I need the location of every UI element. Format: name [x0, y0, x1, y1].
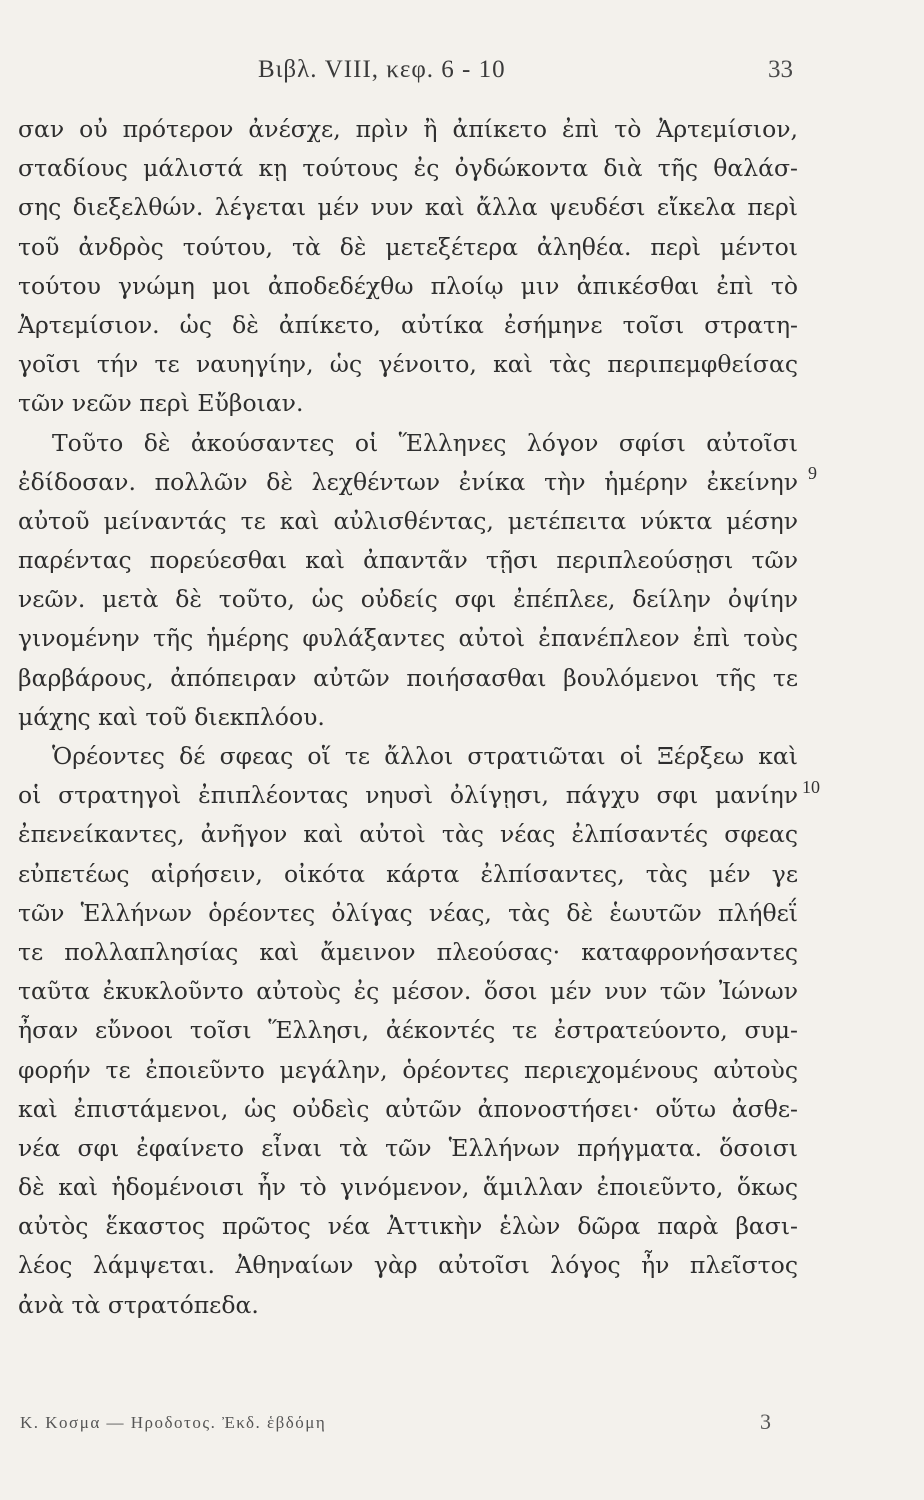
text-line: γινομένην τῆς ἡμέρης φυλάξαντες αὐτοὶ ἐπανέπλεον ἐπὶ τοὺς: [18, 624, 798, 653]
text-line: δὲ καὶ ἡδομένοισι ἦν τὸ γινόμενον, ἅμιλλαν ἐποιεῦντο, ὅκως: [18, 1173, 798, 1202]
text-line: ταῦτα ἐκυκλοῦντο αὐτοὺς ἐς μέσον. ὅσοι μέν νυν τῶν Ἰώνων: [18, 977, 798, 1006]
text-line: Τοῦτο δὲ ἀκούσαντες οἱ Ἕλληνες λόγον σφίσι αὐτοῖσι: [52, 428, 798, 457]
text-line: λέος λάμψεται. Ἀθηναίων γὰρ αὐτοῖσι λόγος ἦν πλεῖστος: [18, 1251, 798, 1280]
text-line: οἱ στρατηγοὶ ἐπιπλέοντας νηυσὶ ὀλίγῃσι, πάγχυ σφι μανίην: [18, 781, 798, 810]
printer-signature: Κ. Κοσμα — Ηροδοτος. Ἐκδ. ἑβδόμη: [20, 1413, 327, 1432]
text-line: φορήν τε ἐποιεῦντο μεγάλην, ὁρέοντες περιεχομένους αὐτοὺς: [18, 1055, 798, 1084]
text-line: νέα σφι ἐφαίνετο εἶναι τὰ τῶν Ἑλλήνων πρήγματα. ὅσοισι: [18, 1133, 798, 1162]
page-footer: [0, 1409, 924, 1443]
running-head: [0, 56, 924, 96]
text-line: σταδίους μάλιστά κῃ τούτους ἐς ὀγδώκοντα διὰ τῆς θαλάσ-: [18, 154, 798, 183]
text-line: τούτου γνώμη μοι ἀποδεδέχθω πλοίῳ μιν ἀπικέσθαι ἐπὶ τὸ: [18, 271, 798, 300]
text-line: μάχης καὶ τοῦ διεκπλόου.: [18, 702, 325, 731]
text-line: τοῦ ἀνδρὸς τούτου, τὰ δὲ μετεξέτερα ἀληθέα. περὶ μέντοι: [18, 232, 798, 261]
text-line: νεῶν. μετὰ δὲ τοῦτο, ὡς οὐδείς σφι ἐπέπλεε, δείλην ὀψίην: [18, 585, 798, 614]
text-line: ἐδίδοσαν. πολλῶν δὲ λεχθέντων ἐνίκα τὴν ἡμέρην ἐκείνην: [18, 467, 798, 496]
text-line: τῶν νεῶν περὶ Εὔβοιαν.: [18, 389, 304, 418]
chapter-number-10: 10: [802, 777, 820, 797]
chapter-number-9: 9: [808, 463, 817, 483]
text-line: σης διεξελθών. λέγεται μέν νυν καὶ ἄλλα ψευδέσι εἴκελα περὶ: [18, 193, 798, 222]
running-title: Βιβλ. VIII, κεφ. 6 - 10: [258, 56, 506, 83]
text-line: τῶν Ἑλλήνων ὁρέοντες ὀλίγας νέας, τὰς δὲ ἑωυτῶν πλήθεΐ: [18, 898, 798, 927]
text-line: αὐτοῦ μείναντάς τε καὶ αὐλισθέντας, μετέπειτα νύκτα μέσην: [18, 506, 798, 535]
text-line: παρέντας πορεύεσθαι καὶ ἀπαντᾶν τῇσι περιπλεούσῃσι τῶν: [18, 546, 798, 575]
text-line: αὐτὸς ἕκαστος πρῶτος νέα Ἀττικὴν ἑλὼν δῶρα παρὰ βασι-: [18, 1212, 798, 1241]
text-line: εὐπετέως αἱρήσειν, οἰκότα κάρτα ἐλπίσαντες, τὰς μέν γε: [18, 859, 798, 888]
text-line: τε πολλαπλησίας καὶ ἄμεινον πλεούσας· καταφρονήσαντες: [18, 937, 798, 966]
text-line: Ἀρτεμίσιον. ὡς δὲ ἀπίκετο, αὐτίκα ἐσήμηνε τοῖσι στρατη-: [18, 310, 798, 339]
text-line: σαν οὐ πρότερον ἀνέσχε, πρὶν ἢ ἀπίκετο ἐπὶ τὸ Ἀρτεμίσιον,: [18, 115, 798, 143]
body-text: [18, 110, 798, 1325]
text-line: ἐπενείκαντες, ἀνῆγον καὶ αὐτοὶ τὰς νέας ἐλπίσαντές σφεας: [18, 820, 798, 849]
text-line: βαρβάρους, ἀπόπειραν αὐτῶν ποιήσασθαι βουλόμενοι τῆς τε: [18, 663, 798, 692]
text-line: ἦσαν εὔνοοι τοῖσι Ἕλλησι, ἀέκοντές τε ἐστρατεύοντο, συμ-: [18, 1016, 798, 1045]
text-line: γοῖσι τήν τε ναυηγίην, ὡς γένοιτο, καὶ τὰς περιπεμφθείσας: [18, 350, 798, 379]
page-number: 33: [768, 56, 793, 83]
text-line: Ὁρέοντες δέ σφεας οἵ τε ἄλλοι στρατιῶται οἱ Ξέρξεω καὶ: [52, 742, 798, 770]
signature-number: 3: [760, 1409, 771, 1434]
text-line: καὶ ἐπιστάμενοι, ὡς οὐδεὶς αὐτῶν ἀπονοστήσει· οὕτω ἀσθε-: [18, 1094, 798, 1123]
text-line: ἀνὰ τὰ στρατόπεδα.: [18, 1290, 259, 1319]
